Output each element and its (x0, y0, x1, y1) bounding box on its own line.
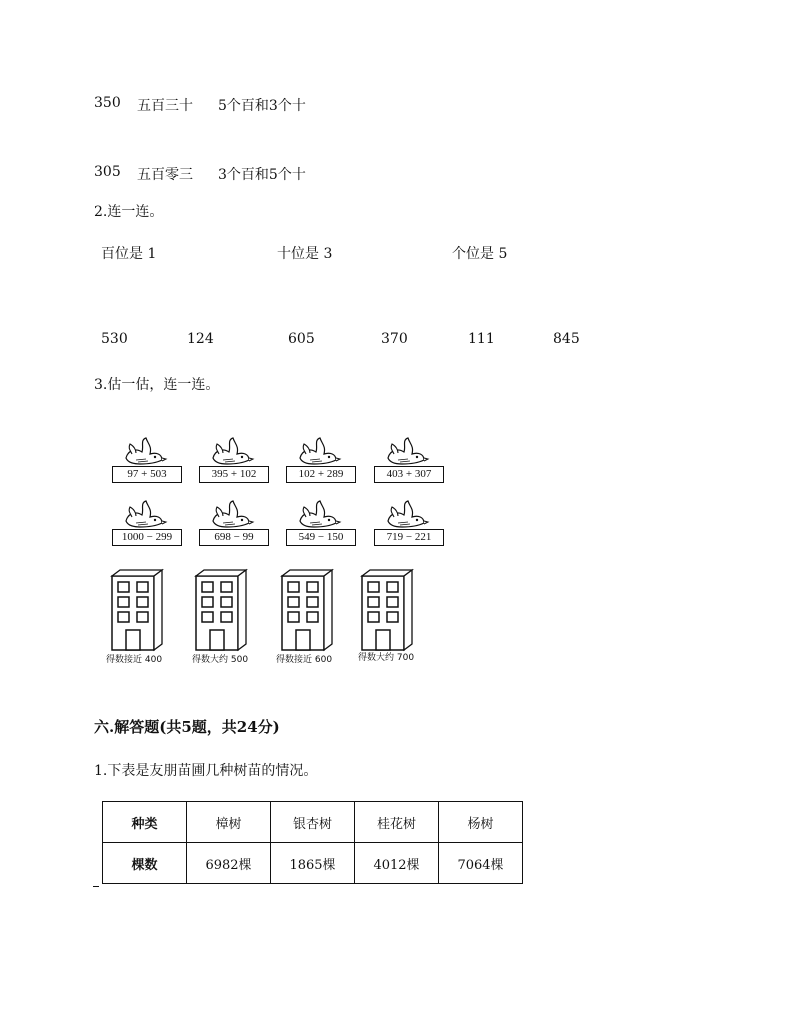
number-option: 124 (187, 331, 214, 347)
table-cell: 4012棵 (355, 843, 439, 884)
bird-icon (292, 499, 342, 529)
match-row2-words: 五百零三 (137, 167, 193, 183)
table-header-cell: 桂花树 (355, 802, 439, 843)
table-row (103, 802, 523, 843)
number-option: 370 (381, 331, 408, 347)
expression-card: 395 + 102 (199, 466, 269, 483)
table-cell: 6982棵 (187, 843, 271, 884)
number-option: 530 (101, 331, 128, 347)
bird-icon (118, 436, 168, 466)
expression-card: 1000 − 299 (112, 529, 182, 546)
match-row1-words: 五百三十 (137, 98, 193, 114)
question-2-title: 2.连一连。 (94, 204, 164, 220)
number-option: 845 (553, 331, 580, 347)
table-row (103, 843, 523, 884)
table-cell: 7064棵 (439, 843, 523, 884)
bird-icon (205, 436, 255, 466)
expression-card: 102 + 289 (286, 466, 356, 483)
building-icon (276, 568, 334, 652)
building-label: 得数接近 600 (276, 655, 333, 665)
expression-card: 698 − 99 (199, 529, 269, 546)
expression-card: 403 + 307 (374, 466, 444, 483)
bird-icon (118, 499, 168, 529)
expression-card: 719 − 221 (374, 529, 444, 546)
place-label-hundreds: 百位是 1 (101, 246, 157, 262)
number-option: 605 (288, 331, 315, 347)
bird-icon (205, 499, 255, 529)
question-3-title: 3.估一估，连一连。 (94, 377, 220, 393)
building-label: 得数接近 400 (106, 655, 163, 665)
building-label: 得数大约 700 (358, 653, 415, 663)
table-cell: 棵数 (103, 843, 187, 884)
question-1-text: 1.下表是友朋苗圃几种树苗的情况。 (94, 763, 318, 779)
section-heading: 六.解答题(共5题，共24分) (94, 718, 280, 736)
underline-mark (93, 886, 99, 887)
match-row1-number: 350 (94, 95, 121, 111)
table-header-cell: 杨树 (439, 802, 523, 843)
match-row2-description: 3个百和5个十 (218, 167, 306, 183)
number-option: 111 (468, 331, 495, 347)
bird-icon (380, 499, 430, 529)
building-icon (356, 568, 414, 652)
table-header-cell: 樟树 (187, 802, 271, 843)
table-cell: 1865棵 (271, 843, 355, 884)
expression-card: 549 − 150 (286, 529, 356, 546)
bird-icon (292, 436, 342, 466)
place-label-tens: 十位是 3 (277, 246, 333, 262)
table-header-cell: 银杏树 (271, 802, 355, 843)
building-label: 得数大约 500 (192, 655, 249, 665)
tree-seedling-table (102, 801, 523, 884)
match-row2-number: 305 (94, 164, 121, 180)
building-icon (190, 568, 248, 652)
table-header-cell: 种类 (103, 802, 187, 843)
match-row1-description: 5个百和3个十 (218, 98, 306, 114)
place-label-ones: 个位是 5 (452, 246, 508, 262)
expression-card: 97 + 503 (112, 466, 182, 483)
building-icon (106, 568, 164, 652)
bird-icon (380, 436, 430, 466)
